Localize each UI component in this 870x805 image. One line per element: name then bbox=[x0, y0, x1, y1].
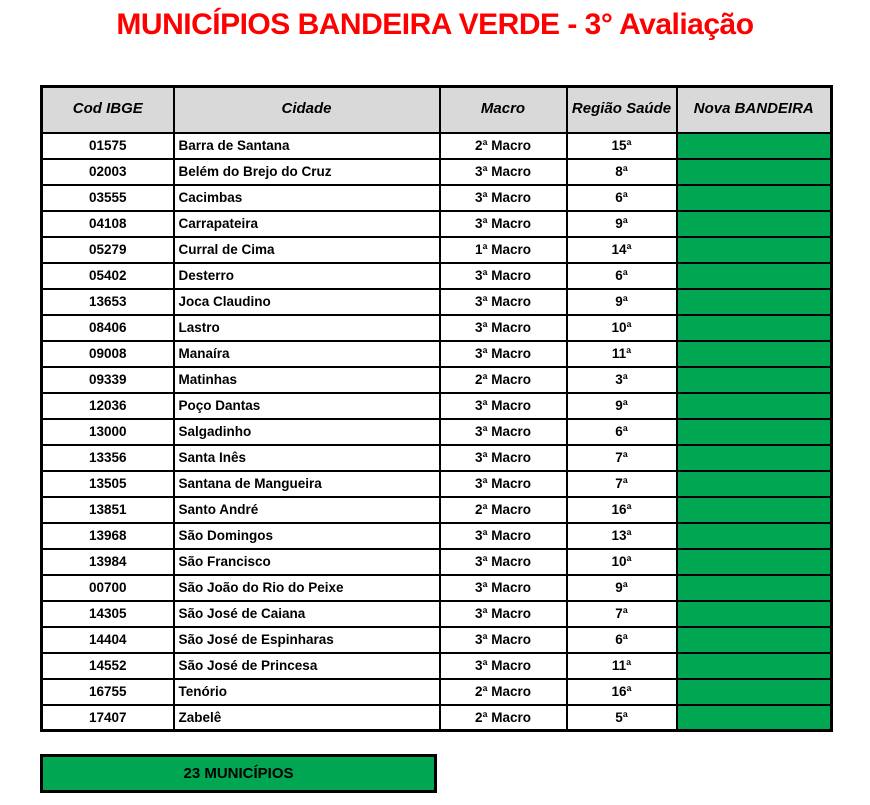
cell-cidade: São José de Princesa bbox=[174, 653, 440, 679]
table-row bbox=[42, 159, 832, 185]
cell-regiao-saude: 14ª bbox=[567, 237, 677, 263]
cell-cod-ibge: 12036 bbox=[42, 393, 174, 419]
cell-cod-ibge: 09008 bbox=[42, 341, 174, 367]
cell-macro: 2ª Macro bbox=[440, 679, 567, 705]
summary-label: 23 MUNICÍPIOS bbox=[183, 765, 294, 782]
cell-nova-bandeira bbox=[677, 315, 832, 341]
table-row bbox=[42, 237, 832, 263]
cell-macro: 2ª Macro bbox=[440, 367, 567, 393]
cell-macro: 1ª Macro bbox=[440, 237, 567, 263]
cell-nova-bandeira bbox=[677, 445, 832, 471]
cell-regiao-saude: 11ª bbox=[567, 653, 677, 679]
cell-regiao-saude: 16ª bbox=[567, 679, 677, 705]
header-cod-ibge: Cod IBGE bbox=[42, 87, 174, 133]
cell-cod-ibge: 13505 bbox=[42, 471, 174, 497]
header-regiao-saude: Região Saúde bbox=[567, 87, 677, 133]
cell-regiao-saude: 9ª bbox=[567, 575, 677, 601]
summary-box bbox=[40, 754, 437, 793]
cell-regiao-saude: 3ª bbox=[567, 367, 677, 393]
cell-nova-bandeira bbox=[677, 601, 832, 627]
cell-nova-bandeira bbox=[677, 679, 832, 705]
table-header-row bbox=[42, 87, 832, 133]
cell-nova-bandeira bbox=[677, 471, 832, 497]
table-row bbox=[42, 419, 832, 445]
cell-nova-bandeira bbox=[677, 185, 832, 211]
cell-nova-bandeira bbox=[677, 341, 832, 367]
cell-regiao-saude: 8ª bbox=[567, 159, 677, 185]
cell-cod-ibge: 05402 bbox=[42, 263, 174, 289]
cell-nova-bandeira bbox=[677, 549, 832, 575]
cell-regiao-saude: 7ª bbox=[567, 445, 677, 471]
cell-cod-ibge: 05279 bbox=[42, 237, 174, 263]
cell-macro: 3ª Macro bbox=[440, 627, 567, 653]
cell-regiao-saude: 11ª bbox=[567, 341, 677, 367]
cell-cod-ibge: 13356 bbox=[42, 445, 174, 471]
cell-cod-ibge: 14552 bbox=[42, 653, 174, 679]
table-row bbox=[42, 523, 832, 549]
table-row bbox=[42, 133, 832, 159]
table-row bbox=[42, 367, 832, 393]
cell-cod-ibge: 13968 bbox=[42, 523, 174, 549]
table-row bbox=[42, 549, 832, 575]
table-row bbox=[42, 393, 832, 419]
table-row bbox=[42, 341, 832, 367]
cell-cod-ibge: 14404 bbox=[42, 627, 174, 653]
cell-macro: 3ª Macro bbox=[440, 393, 567, 419]
table-row bbox=[42, 263, 832, 289]
cell-cidade: Santana de Mangueira bbox=[174, 471, 440, 497]
cell-macro: 3ª Macro bbox=[440, 523, 567, 549]
header-macro: Macro bbox=[440, 87, 567, 133]
cell-cod-ibge: 08406 bbox=[42, 315, 174, 341]
cell-cidade: Cacimbas bbox=[174, 185, 440, 211]
cell-nova-bandeira bbox=[677, 627, 832, 653]
cell-macro: 3ª Macro bbox=[440, 315, 567, 341]
cell-regiao-saude: 9ª bbox=[567, 211, 677, 237]
cell-nova-bandeira bbox=[677, 653, 832, 679]
table-row bbox=[42, 653, 832, 679]
cell-cod-ibge: 02003 bbox=[42, 159, 174, 185]
cell-nova-bandeira bbox=[677, 393, 832, 419]
cell-cidade: Carrapateira bbox=[174, 211, 440, 237]
header-cidade: Cidade bbox=[174, 87, 440, 133]
cell-cod-ibge: 09339 bbox=[42, 367, 174, 393]
cell-cidade: Salgadinho bbox=[174, 419, 440, 445]
cell-regiao-saude: 9ª bbox=[567, 289, 677, 315]
cell-cidade: Santo André bbox=[174, 497, 440, 523]
cell-cod-ibge: 13000 bbox=[42, 419, 174, 445]
table-row bbox=[42, 679, 832, 705]
cell-cod-ibge: 13984 bbox=[42, 549, 174, 575]
cell-nova-bandeira bbox=[677, 523, 832, 549]
cell-nova-bandeira bbox=[677, 237, 832, 263]
cell-macro: 3ª Macro bbox=[440, 653, 567, 679]
cell-regiao-saude: 15ª bbox=[567, 133, 677, 159]
cell-macro: 2ª Macro bbox=[440, 497, 567, 523]
cell-cidade: São José de Caiana bbox=[174, 601, 440, 627]
cell-cidade: São Domingos bbox=[174, 523, 440, 549]
page-title: MUNICÍPIOS BANDEIRA VERDE - 3° Avaliação bbox=[116, 8, 754, 41]
cell-regiao-saude: 5ª bbox=[567, 705, 677, 731]
cell-macro: 3ª Macro bbox=[440, 445, 567, 471]
header-nova-bandeira: Nova BANDEIRA bbox=[677, 87, 832, 133]
cell-nova-bandeira bbox=[677, 289, 832, 315]
cell-macro: 3ª Macro bbox=[440, 185, 567, 211]
cell-nova-bandeira bbox=[677, 367, 832, 393]
cell-cidade: Curral de Cima bbox=[174, 237, 440, 263]
cell-cidade: Santa Inês bbox=[174, 445, 440, 471]
cell-macro: 3ª Macro bbox=[440, 601, 567, 627]
cell-cidade: Matinhas bbox=[174, 367, 440, 393]
cell-cod-ibge: 03555 bbox=[42, 185, 174, 211]
table-row bbox=[42, 575, 832, 601]
cell-macro: 3ª Macro bbox=[440, 419, 567, 445]
cell-nova-bandeira bbox=[677, 211, 832, 237]
cell-cidade: Desterro bbox=[174, 263, 440, 289]
cell-nova-bandeira bbox=[677, 263, 832, 289]
table-row bbox=[42, 211, 832, 237]
table-row bbox=[42, 289, 832, 315]
cell-cidade: Joca Claudino bbox=[174, 289, 440, 315]
cell-cod-ibge: 13851 bbox=[42, 497, 174, 523]
cell-regiao-saude: 16ª bbox=[567, 497, 677, 523]
cell-cod-ibge: 13653 bbox=[42, 289, 174, 315]
table-row bbox=[42, 471, 832, 497]
cell-macro: 2ª Macro bbox=[440, 133, 567, 159]
table-row bbox=[42, 627, 832, 653]
cell-cidade: Poço Dantas bbox=[174, 393, 440, 419]
cell-cod-ibge: 17407 bbox=[42, 705, 174, 731]
cell-cidade: Barra de Santana bbox=[174, 133, 440, 159]
cell-regiao-saude: 7ª bbox=[567, 471, 677, 497]
cell-cod-ibge: 01575 bbox=[42, 133, 174, 159]
cell-nova-bandeira bbox=[677, 575, 832, 601]
cell-cidade: Lastro bbox=[174, 315, 440, 341]
cell-cod-ibge: 00700 bbox=[42, 575, 174, 601]
municipios-table bbox=[40, 85, 833, 732]
cell-cidade: Manaíra bbox=[174, 341, 440, 367]
cell-cod-ibge: 16755 bbox=[42, 679, 174, 705]
cell-macro: 3ª Macro bbox=[440, 159, 567, 185]
cell-macro: 3ª Macro bbox=[440, 289, 567, 315]
cell-macro: 3ª Macro bbox=[440, 341, 567, 367]
cell-regiao-saude: 10ª bbox=[567, 549, 677, 575]
cell-regiao-saude: 6ª bbox=[567, 185, 677, 211]
cell-macro: 3ª Macro bbox=[440, 211, 567, 237]
cell-macro: 3ª Macro bbox=[440, 575, 567, 601]
cell-nova-bandeira bbox=[677, 497, 832, 523]
table-row bbox=[42, 601, 832, 627]
cell-nova-bandeira bbox=[677, 705, 832, 731]
cell-regiao-saude: 6ª bbox=[567, 627, 677, 653]
table-row bbox=[42, 497, 832, 523]
table-body bbox=[42, 133, 832, 731]
cell-cidade: São José de Espinharas bbox=[174, 627, 440, 653]
cell-cidade: Belém do Brejo do Cruz bbox=[174, 159, 440, 185]
cell-cidade: São Francisco bbox=[174, 549, 440, 575]
cell-nova-bandeira bbox=[677, 419, 832, 445]
cell-cod-ibge: 14305 bbox=[42, 601, 174, 627]
cell-macro: 2ª Macro bbox=[440, 705, 567, 731]
cell-cod-ibge: 04108 bbox=[42, 211, 174, 237]
table-row bbox=[42, 185, 832, 211]
cell-regiao-saude: 7ª bbox=[567, 601, 677, 627]
cell-cidade: Tenório bbox=[174, 679, 440, 705]
cell-cidade: São João do Rio do Peixe bbox=[174, 575, 440, 601]
table-row bbox=[42, 445, 832, 471]
cell-macro: 3ª Macro bbox=[440, 263, 567, 289]
cell-regiao-saude: 6ª bbox=[567, 263, 677, 289]
cell-macro: 3ª Macro bbox=[440, 471, 567, 497]
table-row bbox=[42, 705, 832, 731]
cell-nova-bandeira bbox=[677, 159, 832, 185]
cell-regiao-saude: 10ª bbox=[567, 315, 677, 341]
table-row bbox=[42, 315, 832, 341]
cell-regiao-saude: 6ª bbox=[567, 419, 677, 445]
cell-regiao-saude: 13ª bbox=[567, 523, 677, 549]
cell-macro: 3ª Macro bbox=[440, 549, 567, 575]
table-header bbox=[42, 87, 832, 133]
cell-cidade: Zabelê bbox=[174, 705, 440, 731]
cell-nova-bandeira bbox=[677, 133, 832, 159]
cell-regiao-saude: 9ª bbox=[567, 393, 677, 419]
